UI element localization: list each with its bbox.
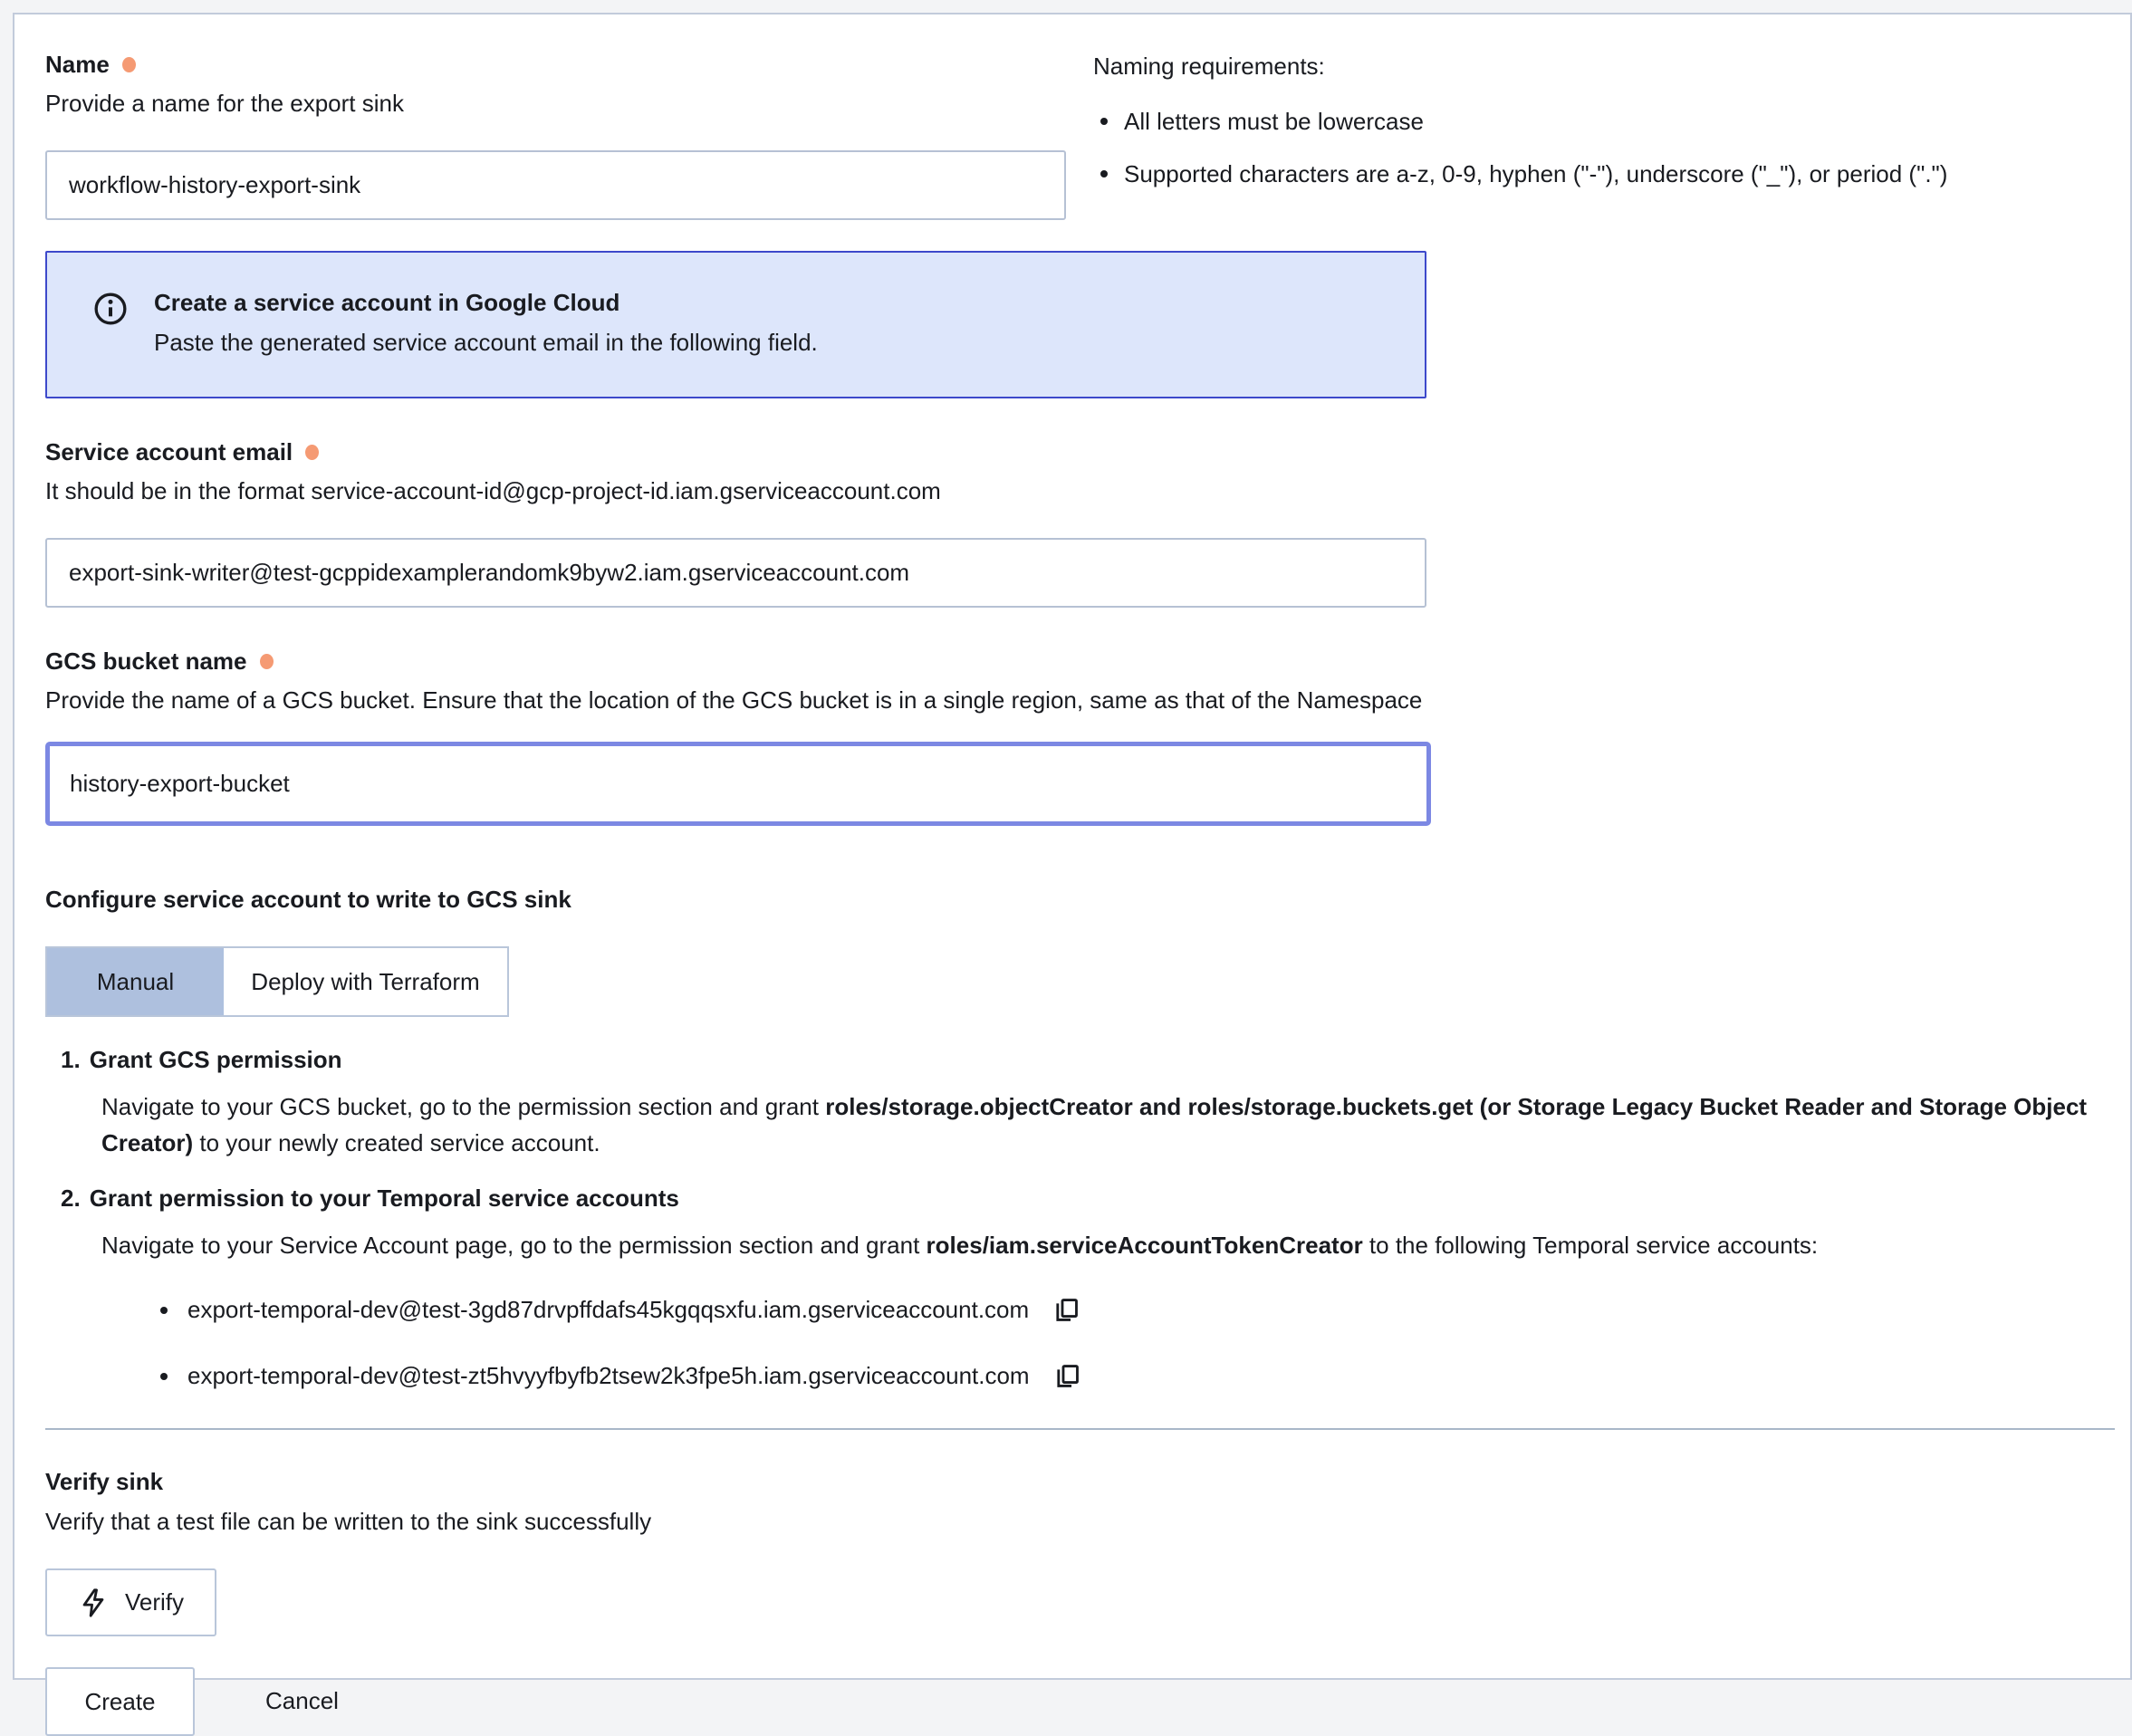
lightning-icon — [78, 1587, 109, 1618]
list-item — [160, 1362, 2099, 1390]
service-account-email-input[interactable] — [45, 538, 1426, 608]
copy-icon — [1053, 1362, 1081, 1390]
create-button[interactable] — [45, 1667, 195, 1736]
service-account-label-row — [45, 438, 2099, 466]
cancel-button-label: Cancel — [265, 1687, 339, 1714]
name-field-label-row — [45, 51, 1066, 79]
step-2-body — [101, 1227, 2099, 1263]
bucket-label: GCS bucket name — [45, 647, 247, 675]
tab-deploy-terraform[interactable] — [224, 948, 507, 1015]
info-banner-title: Create a service account in Google Cloud — [154, 289, 620, 316]
step-1-number: 1. — [61, 1046, 81, 1073]
step-2-title: Grant permission to your Temporal service accounts — [89, 1185, 679, 1212]
info-banner-description: Paste the generated service account email in the following field. — [154, 329, 818, 356]
required-indicator — [260, 654, 274, 669]
naming-requirements-title: Naming requirements: — [1093, 53, 1325, 80]
service-account-label: Service account email — [45, 438, 293, 465]
gcs-bucket-name-input[interactable] — [45, 742, 1431, 826]
tab-manual[interactable] — [47, 948, 224, 1015]
tab-manual-label: Manual — [96, 967, 175, 995]
step-1-body-suffix: to your newly created service account. — [193, 1129, 600, 1156]
list-item — [160, 1296, 2099, 1324]
required-indicator — [305, 445, 319, 460]
naming-requirement-item: Supported characters are a-z, 0-9, hyphen ("-"), underscore ("_"), or period (".") — [1093, 160, 2099, 188]
temporal-service-account-list — [45, 1296, 2099, 1390]
create-button-label: Create — [84, 1687, 156, 1715]
bucket-description: Provide the name of a GCS bucket. Ensure that the location of the GCS bucket is in a single region, same as that of the Namespace — [45, 686, 1423, 714]
info-banner — [45, 251, 1426, 398]
step-2-title-row — [61, 1185, 2099, 1213]
temporal-service-account-email: export-temporal-dev@test-zt5hvyyfbyfb2tsew2k3fpe5h.iam.gserviceaccount.com — [187, 1362, 1030, 1389]
naming-requirements-list — [1093, 108, 2099, 188]
step-1-body — [101, 1089, 2099, 1161]
manual-steps — [45, 1046, 2099, 1390]
bucket-label-row — [45, 647, 2099, 676]
verify-sink-title: Verify sink — [45, 1468, 164, 1495]
step-1-body-bold: roles/storage.objectCreator and roles/storage.buckets.get (or Storage Legacy Bucket Reader and Storage Object Creator) — [101, 1093, 2088, 1156]
name-field-label: Name — [45, 51, 110, 78]
step-2-number: 2. — [61, 1185, 81, 1212]
verify-sink-description: Verify that a test file can be written to the sink successfully — [45, 1508, 652, 1535]
export-sink-form-panel — [13, 13, 2132, 1715]
step-1-body-prefix: Navigate to your GCS bucket, go to the permission section and grant — [101, 1093, 826, 1120]
copy-button[interactable] — [1052, 1296, 1080, 1324]
name-input[interactable] — [45, 150, 1066, 220]
bullet-icon — [160, 1373, 168, 1380]
configure-tab-group — [45, 946, 509, 1017]
cancel-button[interactable] — [256, 1667, 348, 1715]
step-2-body-suffix: to the following Temporal service accounts: — [1362, 1232, 1819, 1259]
verify-button-label: Verify — [125, 1588, 185, 1616]
copy-button[interactable] — [1053, 1362, 1081, 1390]
step-1-title: Grant GCS permission — [89, 1046, 342, 1073]
required-indicator — [122, 57, 136, 72]
verify-button[interactable] — [45, 1568, 216, 1636]
name-field-description: Provide a name for the export sink — [45, 90, 404, 117]
step-2-body-bold: roles/iam.serviceAccountTokenCreator — [926, 1232, 1363, 1259]
tab-deploy-terraform-label: Deploy with Terraform — [251, 967, 480, 995]
section-divider — [45, 1428, 2115, 1430]
step-1-title-row — [61, 1046, 2099, 1074]
info-icon — [92, 291, 129, 327]
configure-section-title: Configure service account to write to GCS sink — [45, 886, 571, 913]
temporal-service-account-email: export-temporal-dev@test-3gd87drvpffdafs45kgqqsxfu.iam.gserviceaccount.com — [187, 1296, 1030, 1323]
naming-requirement-item: All letters must be lowercase — [1093, 108, 2099, 136]
bullet-icon — [160, 1307, 168, 1314]
copy-icon — [1052, 1296, 1080, 1324]
service-account-description: It should be in the format service-account-id@gcp-project-id.iam.gserviceaccount.com — [45, 477, 941, 504]
step-2-body-prefix: Navigate to your Service Account page, go to the permission section and grant — [101, 1232, 927, 1259]
